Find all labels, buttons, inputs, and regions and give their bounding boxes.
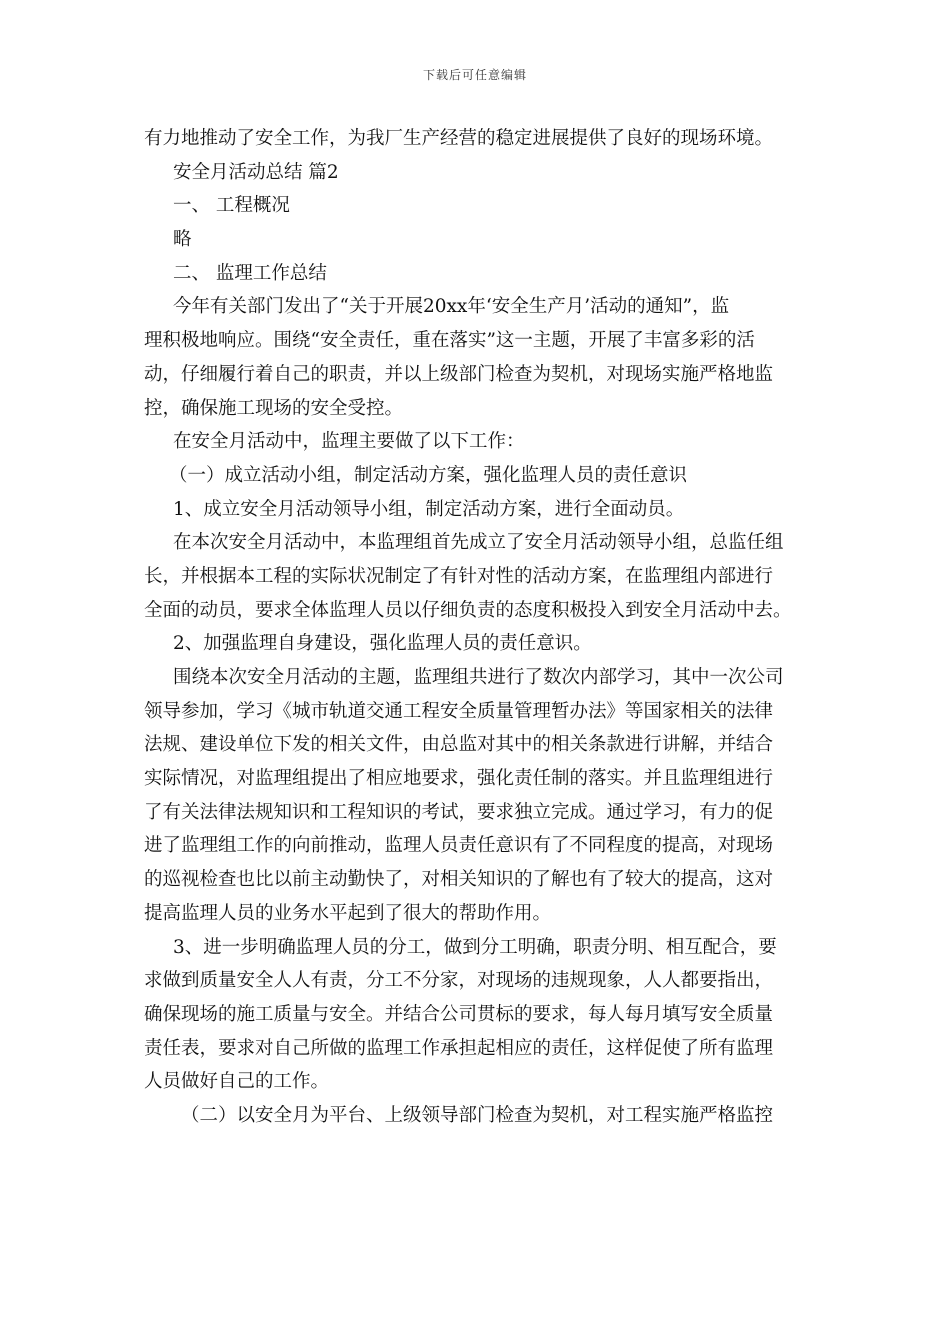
text-line: 提高监理人员的业务水平起到了很大的帮助作用。: [144, 902, 552, 924]
text-line: 控，确保施工现场的安全受控。: [144, 397, 404, 419]
text-line: 领导参加，学习《城市轨道交通工程安全质量管理暂办法》等国家相关的法律: [144, 700, 774, 722]
text-line: 确保现场的施工质量与安全。并结合公司贯标的要求，每人每月填写安全质量: [144, 1003, 774, 1025]
text-line: 人员做好自己的工作。: [144, 1071, 330, 1093]
text-line: 2、加强监理自身建设，强化监理人员的责任意识。: [173, 633, 592, 655]
text-line: 理积极地响应。围绕“安全责任，重在落实”这一主题，开展了丰富多彩的活: [144, 330, 755, 352]
text-line: 有力地推动了安全工作，为我厂生产经营的稳定进展提供了良好的现场环境。: [144, 128, 774, 149]
text-line: 围绕本次安全月活动的主题，监理组共进行了数次内部学习，其中一次公司: [173, 667, 784, 688]
text-line: 今年有关部门发出了“关于开展20xx年‘安全生产月’活动的通知”，监: [173, 296, 730, 318]
text-line: 了有关法律法规知识和工程知识的考试，要求独立完成。通过学习，有力的促: [144, 801, 774, 823]
subheading: （二）以安全月为平台、上级领导部门检查为契机，对工程实施严格监控: [181, 1104, 774, 1126]
text-line: 法规、建设单位下发的相关文件，由总监对其中的相关条款进行讲解，并结合: [144, 734, 774, 756]
text-line: 实际情况，对监理组提出了相应地要求，强化责任制的落实。并且监理组进行: [144, 768, 774, 790]
document-body: [144, 122, 810, 1133]
text-line: 略: [173, 229, 192, 251]
text-line: 1、成立安全月活动领导小组，制定活动方案，进行全面动员。: [173, 498, 685, 520]
subheading: （一）成立活动小组，制定活动方案，强化监理人员的责任意识: [169, 464, 688, 486]
section-title: 安全月活动总结 篇2: [173, 161, 339, 183]
text-line: 长，并根据本工程的实际状况制定了有针对性的活动方案，在监理组内部进行: [144, 565, 774, 587]
text-line: 在本次安全月活动中，本监理组首先成立了安全月活动领导小组，总监任组: [173, 532, 784, 554]
text-line: 责任表，要求对自己所做的监理工作承担起相应的责任，这样促使了所有监理: [144, 1037, 774, 1059]
heading-2: 二、 监理工作总结: [173, 262, 327, 284]
heading-1: 一、 工程概况: [173, 195, 290, 217]
text-line: 全面的动员，要求全体监理人员以仔细负责的态度积极投入到安全月活动中去。: [144, 599, 792, 621]
text-line: 的巡视检查也比以前主动勤快了，对相关知识的了解也有了较大的提高，这对: [144, 869, 774, 891]
text-line: 动，仔细履行着自己的职责，并以上级部门检查为契机，对现场实施严格地监: [144, 363, 774, 385]
text-line: 在安全月活动中，监理主要做了以下工作：: [173, 431, 525, 453]
text-line: 进了监理组工作的向前推动，监理人员责任意识有了不同程度的提高，对现场: [144, 835, 774, 857]
text-line: 求做到质量安全人人有责，分工不分家，对现场的违规现象，人人都要指出，: [144, 970, 774, 992]
text-line: 3、进一步明确监理人员的分工，做到分工明确，职责分明、相互配合，要: [173, 936, 777, 958]
page-header: 下载后可任意编辑: [422, 68, 527, 82]
